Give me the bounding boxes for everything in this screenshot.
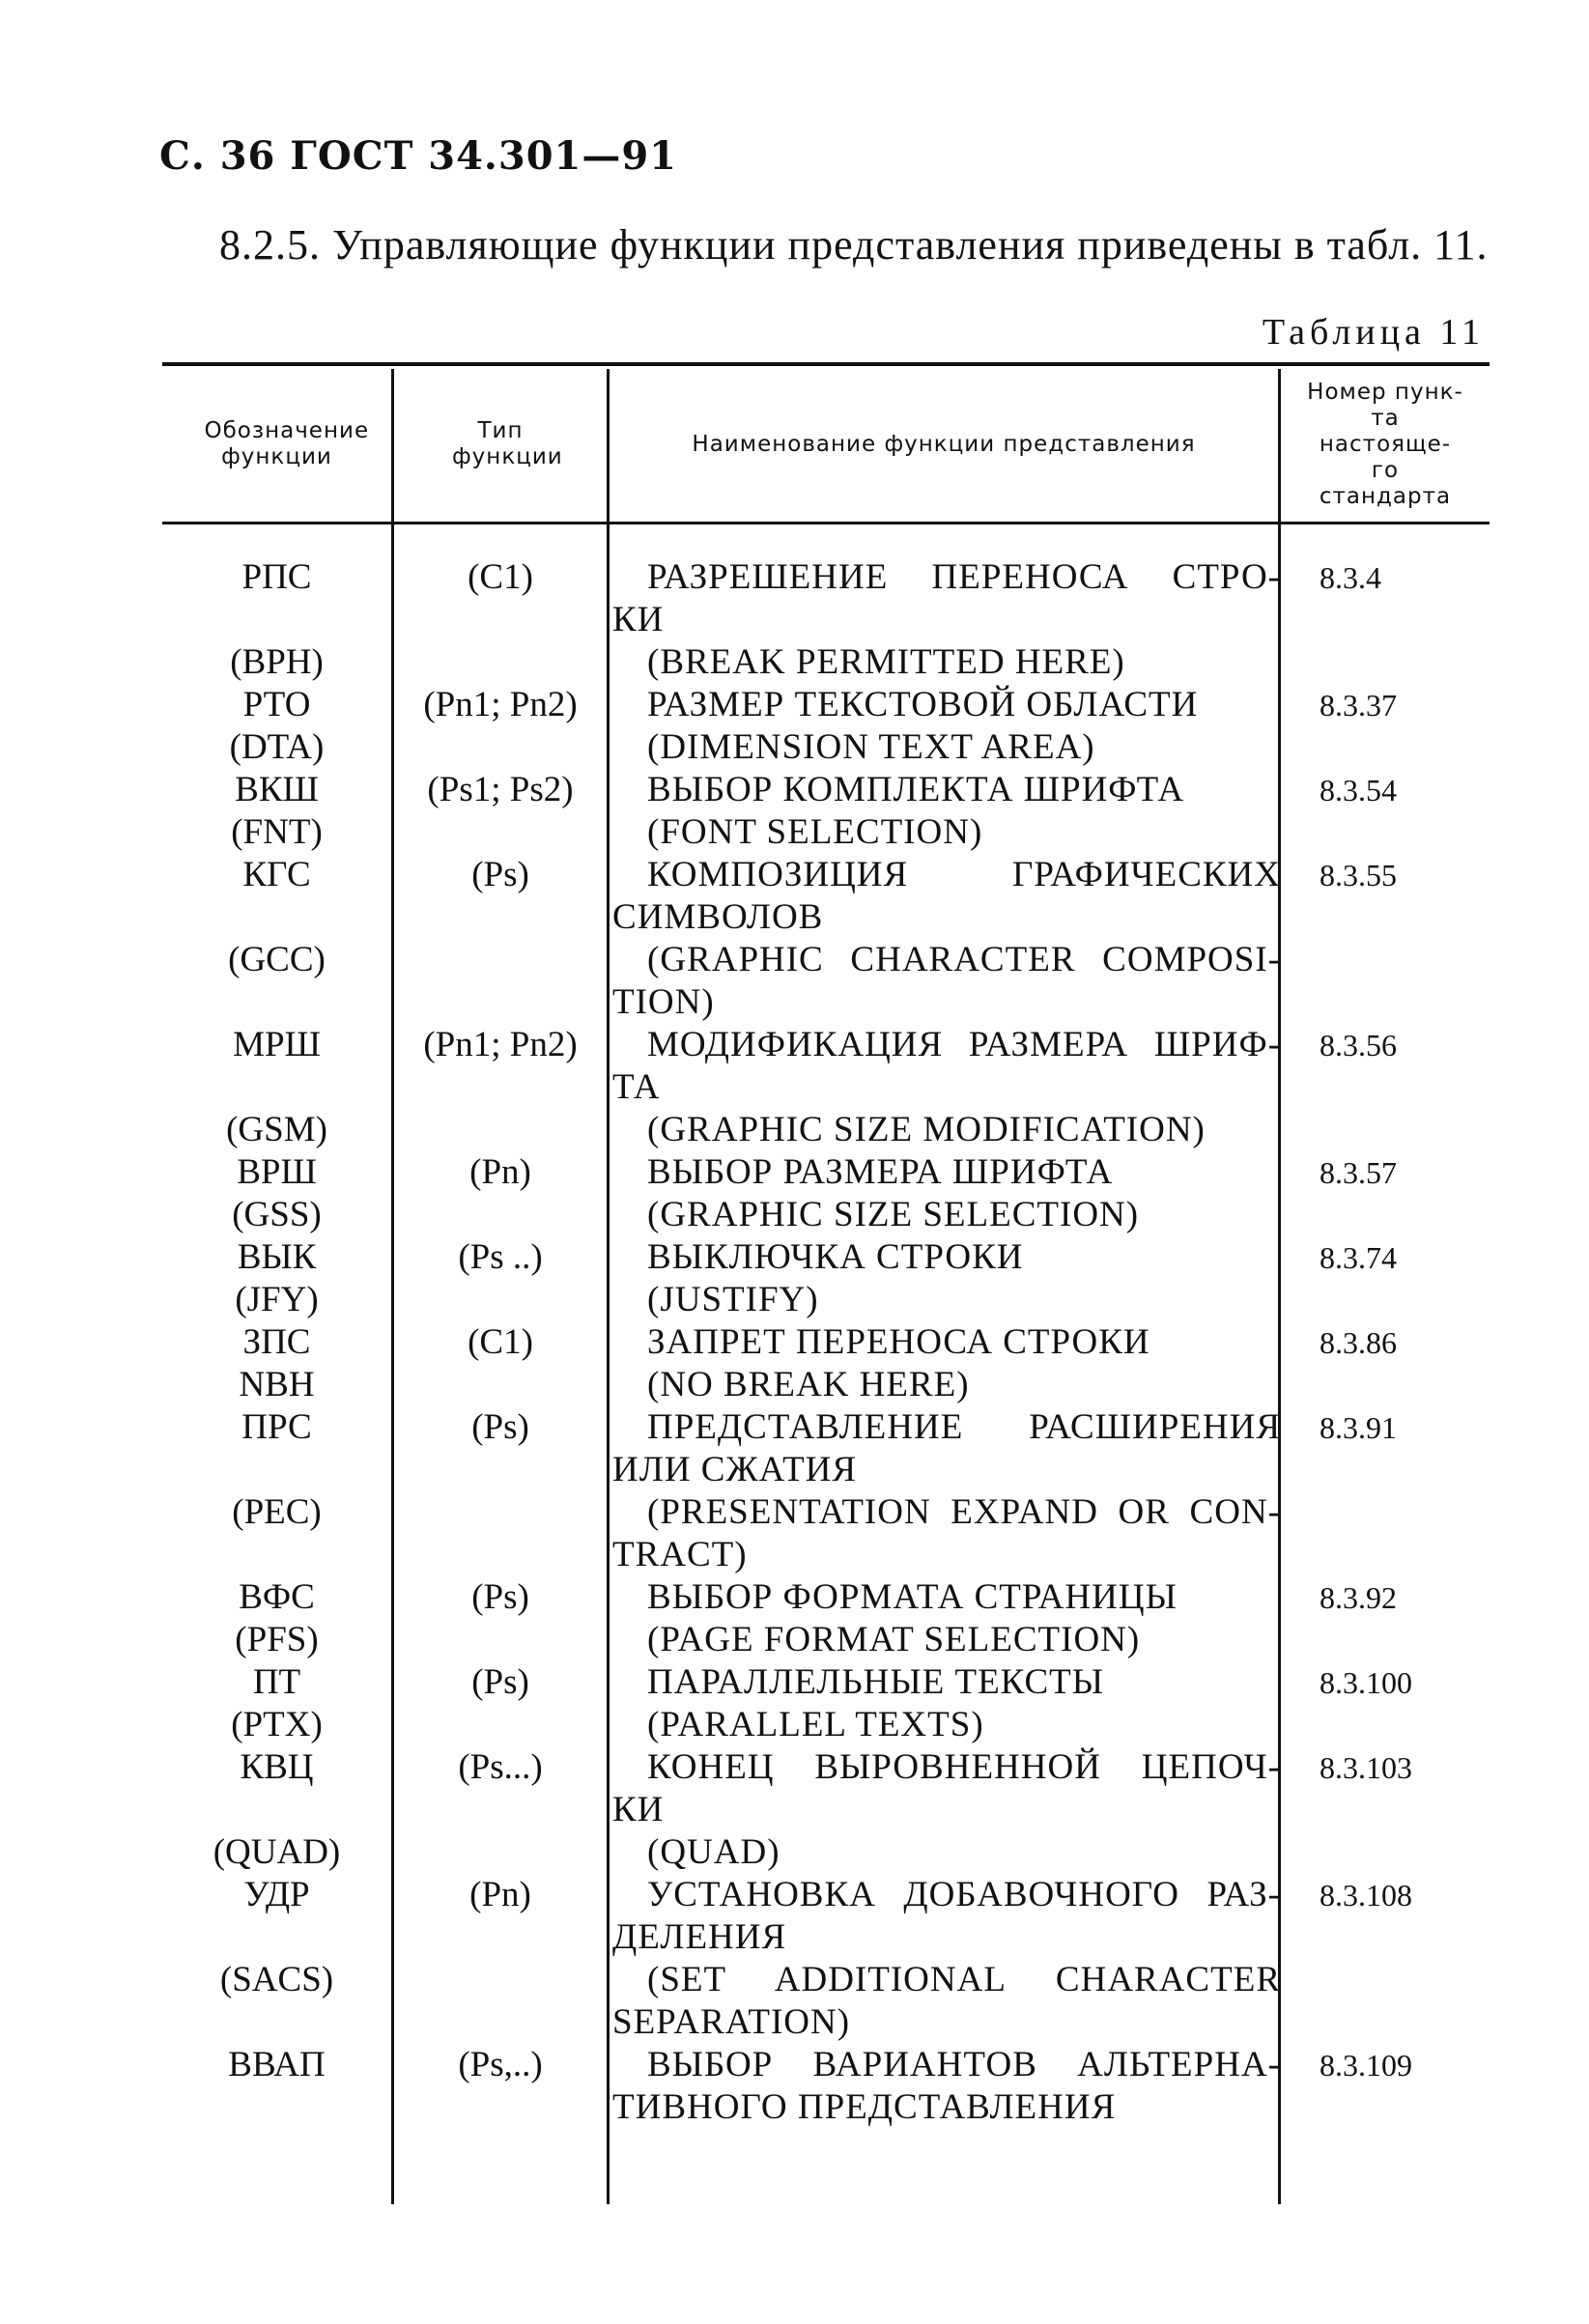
name-line: (PARALLEL TEXTS) xyxy=(647,1705,984,1744)
table-row xyxy=(0,1746,1589,1874)
designation-line xyxy=(162,981,391,1024)
name-line: ПАРАЛЛЕЛЬНЫЕ ТЕКСТЫ xyxy=(647,1662,1104,1702)
function-designation xyxy=(0,1576,391,1661)
designation-line xyxy=(162,1449,391,1491)
clause-number: 8.3.91 xyxy=(1319,1410,1397,1445)
function-designation xyxy=(0,769,391,854)
designation-line: (FNT) xyxy=(231,812,323,852)
name-line: ВЫБОР ВАРИАНТОВ АЛЬТЕРНА- xyxy=(647,2045,1281,2084)
function-designation xyxy=(0,2044,391,2129)
designation-line xyxy=(162,599,391,641)
function-type: (C1) xyxy=(468,557,533,597)
designation-line: (GSM) xyxy=(226,1110,327,1149)
name-line: ТИВНОГО ПРЕДСТАВЛЕНИЯ xyxy=(612,2087,1117,2127)
table-row xyxy=(0,556,1589,684)
table-row xyxy=(0,769,1589,854)
designation-line: (QUAD) xyxy=(213,1832,341,1872)
function-designation xyxy=(0,1151,391,1236)
name-line: (FONT SELECTION) xyxy=(647,812,983,852)
name-line: ВЫКЛЮЧКА СТРОКИ xyxy=(647,1237,1024,1277)
clause-number: 8.3.55 xyxy=(1319,858,1397,893)
name-line: TRACT) xyxy=(612,1535,748,1574)
name-line: УСТАНОВКА ДОБАВОЧНОГО РАЗ- xyxy=(647,1875,1281,1914)
table-row xyxy=(0,1406,1589,1576)
function-type: (Ps) xyxy=(471,855,529,894)
designation-line: (GCC) xyxy=(228,940,326,979)
function-designation xyxy=(0,556,391,684)
clause-number: 8.3.86 xyxy=(1319,1325,1397,1360)
table-header-rule xyxy=(162,522,1490,524)
function-name xyxy=(610,769,1281,854)
function-designation xyxy=(0,854,391,1024)
designation-line: ВФС xyxy=(239,1577,315,1617)
designation-line: (SACS) xyxy=(219,1960,334,1999)
designation-line: (PFS) xyxy=(235,1620,319,1659)
name-line: (GRAPHIC SIZE MODIFICATION) xyxy=(647,1110,1206,1149)
column-header-clause: Номер пунк- та настояще- го стандарта xyxy=(1307,379,1463,509)
name-line: (BREAK PERMITTED HERE) xyxy=(647,642,1125,682)
function-designation xyxy=(0,1406,391,1576)
function-name xyxy=(610,1024,1281,1151)
designation-line: (DTA) xyxy=(229,727,325,767)
function-type: (Ps1; Ps2) xyxy=(427,770,574,809)
designation-line xyxy=(162,896,391,939)
designation-line xyxy=(162,1916,391,1959)
clause-number: 8.3.54 xyxy=(1319,773,1397,808)
function-designation xyxy=(0,1746,391,1874)
designation-line: ПТ xyxy=(252,1662,301,1702)
function-type: (C1) xyxy=(468,1322,533,1362)
clause-number: 8.3.56 xyxy=(1319,1028,1397,1063)
table-row xyxy=(0,1151,1589,1236)
designation-line: РТО xyxy=(242,685,311,724)
table-row xyxy=(0,1236,1589,1321)
function-type: (Ps) xyxy=(471,1662,529,1702)
designation-line: УДР xyxy=(243,1875,310,1914)
function-name xyxy=(610,1236,1281,1321)
function-designation xyxy=(0,1236,391,1321)
page-header: С. 36 ГОСТ 34.301—91 xyxy=(159,133,678,179)
designation-line xyxy=(162,2001,391,2044)
function-designation xyxy=(0,1024,391,1151)
clause-number: 8.3.37 xyxy=(1319,688,1397,723)
name-line: КОМПОЗИЦИЯ ГРАФИЧЕСКИХ xyxy=(647,855,1281,894)
designation-line: КГС xyxy=(242,855,311,894)
designation-line: ВРШ xyxy=(237,1152,317,1192)
function-type: (Ps,..) xyxy=(458,2045,543,2084)
function-name xyxy=(610,556,1281,684)
clause-number: 8.3.4 xyxy=(1319,560,1381,595)
function-name xyxy=(610,1746,1281,1874)
designation-line: КВЦ xyxy=(240,1747,314,1787)
table-row xyxy=(0,1874,1589,2044)
name-line: (GRAPHIC CHARACTER COMPOSI- xyxy=(647,940,1281,979)
name-line: (JUSTIFY) xyxy=(647,1280,819,1319)
function-name xyxy=(610,854,1281,1024)
clause-number: 8.3.108 xyxy=(1319,1878,1412,1913)
table-body xyxy=(0,556,1589,2129)
name-line: TION) xyxy=(612,982,715,1022)
name-line: (SET ADDITIONAL CHARACTER xyxy=(647,1960,1281,1999)
column-header-type: Тип функции xyxy=(452,418,563,469)
name-line: (GRAPHIC SIZE SELECTION) xyxy=(647,1195,1140,1234)
intro-paragraph: 8.2.5. Управляющие функции представления приведены в табл. 11. xyxy=(219,221,1489,269)
table-label: Таблица 11 xyxy=(1262,312,1485,353)
name-line: РАЗМЕР ТЕКСТОВОЙ ОБЛАСТИ xyxy=(647,685,1199,724)
function-name xyxy=(610,1321,1281,1406)
function-name xyxy=(610,2044,1281,2129)
function-type: (Ps) xyxy=(471,1577,529,1617)
designation-line: ВЫК xyxy=(237,1237,317,1277)
designation-line: ПРС xyxy=(241,1407,312,1447)
table-row xyxy=(0,1321,1589,1406)
name-line: (NO BREAK HERE) xyxy=(647,1365,970,1404)
clause-number: 8.3.57 xyxy=(1319,1155,1397,1190)
function-designation xyxy=(0,1874,391,2044)
table-row xyxy=(0,854,1589,1024)
name-line: ВЫБОР ФОРМАТА СТРАНИЦЫ xyxy=(647,1577,1178,1617)
function-name xyxy=(610,684,1281,769)
function-designation xyxy=(0,1321,391,1406)
table-row xyxy=(0,1661,1589,1746)
name-line: (QUAD) xyxy=(647,1832,780,1872)
designation-line xyxy=(162,1066,391,1109)
clause-number: 8.3.100 xyxy=(1319,1665,1412,1700)
name-line: ВЫБОР РАЗМЕРА ШРИФТА xyxy=(647,1152,1114,1192)
name-line: ПРЕДСТАВЛЕНИЕ РАСШИРЕНИЯ xyxy=(647,1407,1281,1447)
column-header-name: Наименование функции представления xyxy=(692,431,1196,457)
designation-line: (GSS) xyxy=(232,1195,322,1234)
function-designation xyxy=(0,684,391,769)
designation-line: МРШ xyxy=(233,1025,321,1064)
designation-line xyxy=(162,1534,391,1576)
clause-number: 8.3.74 xyxy=(1319,1240,1397,1275)
designation-line xyxy=(162,2086,391,2129)
name-line: SEPARATION) xyxy=(612,2002,851,2042)
function-name xyxy=(610,1576,1281,1661)
table-top-rule xyxy=(162,362,1490,366)
function-type: (Ps ..) xyxy=(458,1237,543,1277)
function-name xyxy=(610,1151,1281,1236)
table-row xyxy=(0,1576,1589,1661)
designation-line: ВВАП xyxy=(228,2045,326,2084)
name-line: (PRESENTATION EXPAND OR CON- xyxy=(647,1492,1281,1532)
name-line: СИМВОЛОВ xyxy=(612,897,824,937)
designation-line: NBH xyxy=(239,1365,315,1404)
function-name xyxy=(610,1661,1281,1746)
table-row xyxy=(0,1024,1589,1151)
column-header-designation: Обозначение функции xyxy=(204,418,370,469)
clause-number: 8.3.103 xyxy=(1319,1750,1412,1785)
designation-line: ВКШ xyxy=(235,770,319,809)
designation-line xyxy=(162,1789,391,1831)
name-line: ЗАПРЕТ ПЕРЕНОСА СТРОКИ xyxy=(647,1322,1150,1362)
function-type: (Ps...) xyxy=(458,1747,543,1787)
designation-line: РПС xyxy=(241,557,312,597)
name-line: ИЛИ СЖАТИЯ xyxy=(612,1450,858,1489)
name-line: КИ xyxy=(612,600,665,639)
designation-line: (PTX) xyxy=(231,1705,323,1744)
function-name xyxy=(610,1406,1281,1576)
function-designation xyxy=(0,1661,391,1746)
name-line: (DIMENSION TEXT AREA) xyxy=(647,727,1095,767)
function-type: (Pn) xyxy=(469,1152,531,1192)
table-row xyxy=(0,2044,1589,2129)
designation-line: (JFY) xyxy=(235,1280,319,1319)
name-line: ДЕЛЕНИЯ xyxy=(612,1917,787,1957)
name-line: КОНЕЦ ВЫРОВНЕННОЙ ЦЕПОЧ- xyxy=(647,1747,1281,1787)
name-line: ТА xyxy=(612,1067,661,1107)
function-type: (Pn) xyxy=(469,1875,531,1914)
designation-line: ЗПС xyxy=(242,1322,311,1362)
clause-number: 8.3.109 xyxy=(1319,2048,1412,2083)
table-row xyxy=(0,684,1589,769)
name-line: (PAGE FORMAT SELECTION) xyxy=(647,1620,1141,1659)
name-line: РАЗРЕШЕНИЕ ПЕРЕНОСА СТРО- xyxy=(647,557,1281,597)
name-line: ВЫБОР КОМПЛЕКТА ШРИФТА xyxy=(647,770,1185,809)
name-line: МОДИФИКАЦИЯ РАЗМЕРА ШРИФ- xyxy=(647,1025,1281,1064)
name-line: КИ xyxy=(612,1790,665,1829)
function-type: (Pn1; Pn2) xyxy=(423,685,578,724)
function-name xyxy=(610,1874,1281,2044)
function-type: (Pn1; Pn2) xyxy=(423,1025,578,1064)
clause-number: 8.3.92 xyxy=(1319,1580,1397,1615)
designation-line: (BPH) xyxy=(230,642,324,682)
designation-line: (PEC) xyxy=(232,1492,322,1532)
function-type: (Ps) xyxy=(471,1407,529,1447)
